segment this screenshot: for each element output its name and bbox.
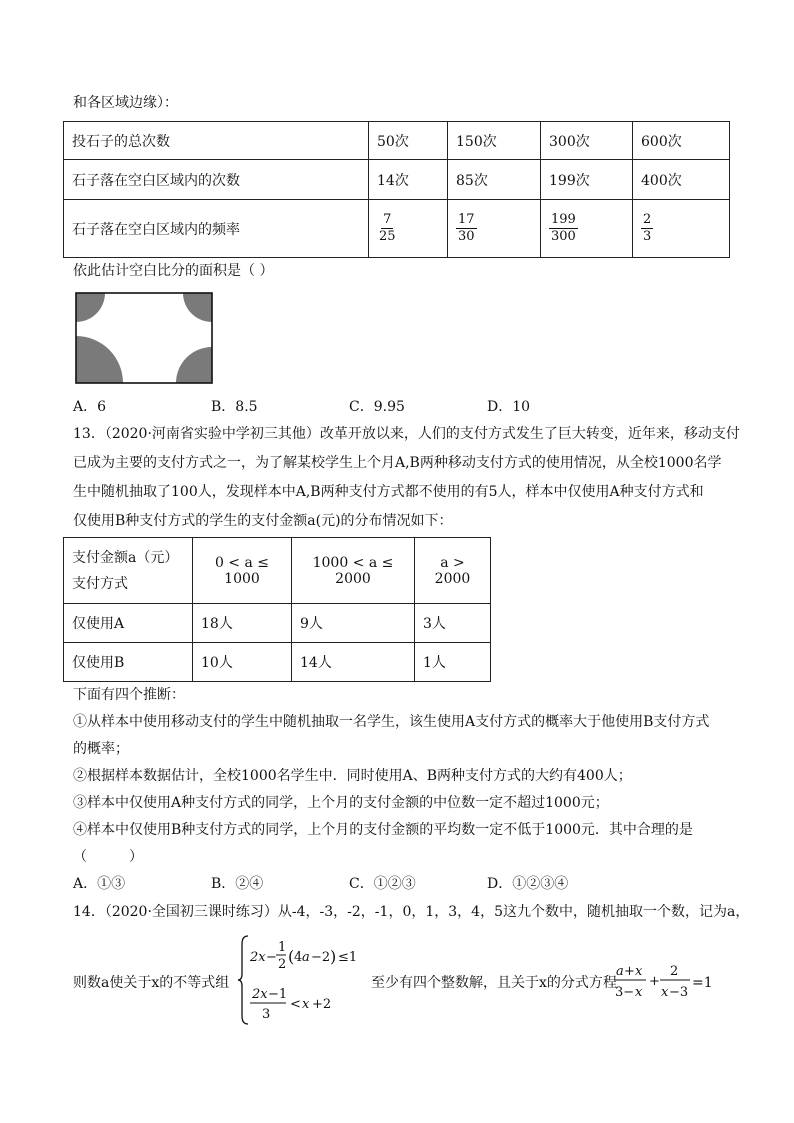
fraction-cell bbox=[541, 200, 633, 258]
svg-text:+: + bbox=[624, 964, 635, 979]
row-label: 石子落在空白区域内的频率 bbox=[64, 200, 369, 258]
q12-options bbox=[73, 398, 723, 416]
table-cell: 150次 bbox=[448, 122, 541, 160]
svg-text:): ) bbox=[330, 947, 337, 966]
column-header: a > 2000 bbox=[415, 538, 491, 604]
table-cell: 3人 bbox=[415, 604, 491, 643]
stone-throw-table bbox=[63, 121, 730, 258]
inference-1-cont: 的概率； bbox=[73, 741, 129, 757]
svg-text:+2: +2 bbox=[312, 997, 332, 1012]
option-d[interactable]: D．10 bbox=[487, 399, 531, 415]
column-header: 0 < a ≤ 1000 bbox=[193, 538, 292, 604]
svg-text:−2: −2 bbox=[311, 950, 331, 965]
table-row bbox=[64, 160, 730, 200]
svg-text:x: x bbox=[302, 997, 310, 1012]
q13-line-1: 13．（2020·河南省实验中学初三其他）改革开放以来，人们的支付方式发生了巨大转变，近年来，移动支付 bbox=[73, 426, 740, 442]
inference-1: ①从样本中使用移动支付的学生中随机抽取一名学生，该生使用A支付方式的概率大于他使用B支付方式 bbox=[73, 714, 710, 730]
header-bottom: 支付方式 bbox=[72, 575, 128, 592]
svg-text:−: − bbox=[266, 950, 277, 965]
svg-text:x: x bbox=[661, 985, 669, 1000]
inequality-system bbox=[238, 934, 368, 1026]
numerator: 2 bbox=[643, 212, 652, 227]
numerator: 7 bbox=[383, 212, 392, 227]
header-cell bbox=[64, 538, 193, 604]
svg-text:2: 2 bbox=[278, 957, 287, 972]
svg-text:x: x bbox=[635, 985, 643, 1000]
table-cell: 9人 bbox=[292, 604, 415, 643]
table-cell: 50次 bbox=[369, 122, 448, 160]
table-cell: 1人 bbox=[415, 643, 491, 682]
svg-text:1: 1 bbox=[278, 940, 287, 955]
fraction-cell bbox=[369, 200, 448, 258]
column-header: 1000 < a ≤ 2000 bbox=[292, 538, 415, 604]
answer-blank: （ ） bbox=[73, 849, 143, 865]
table-cell: 14人 bbox=[292, 643, 415, 682]
table-cell: 300次 bbox=[541, 122, 633, 160]
numerator: 199 bbox=[551, 212, 576, 227]
option-a[interactable]: A．①③ bbox=[73, 876, 126, 892]
inference-2: ②根据样本数据估计，全校1000名学生中．同时使用A、B两种支付方式的大约有400人； bbox=[73, 768, 632, 784]
inference-4: ④样本中仅使用B种支付方式的同学，上个月的支付金额的平均数一定不低于1000元．其中合理的是 bbox=[73, 822, 693, 838]
svg-text:a: a bbox=[616, 964, 624, 979]
option-c[interactable]: C．①②③ bbox=[349, 876, 416, 892]
equation-rhs: =1 bbox=[692, 975, 713, 991]
option-b[interactable]: B．8.5 bbox=[211, 399, 258, 415]
svg-text:2x: 2x bbox=[252, 987, 268, 1002]
svg-text:a: a bbox=[302, 950, 310, 965]
option-c[interactable]: C．9.95 bbox=[349, 399, 405, 415]
denominator: 25 bbox=[379, 229, 396, 244]
table-cell: 600次 bbox=[633, 122, 730, 160]
table-cell: 400次 bbox=[633, 160, 730, 200]
svg-text:3: 3 bbox=[262, 1007, 271, 1022]
table-cell: 14次 bbox=[369, 160, 448, 200]
svg-text:−3: −3 bbox=[669, 985, 689, 1000]
svg-text:2: 2 bbox=[670, 964, 679, 979]
option-b[interactable]: B．②④ bbox=[211, 876, 264, 892]
quarter-circle-bottom-right bbox=[176, 347, 213, 384]
quarter-circle-bottom-left bbox=[75, 336, 123, 384]
denominator: 30 bbox=[458, 229, 475, 244]
table-cell: 199次 bbox=[541, 160, 633, 200]
q13-line-3: 生中随机抽取了100人，发现样本中A,B两种支付方式都不使用的有5人，样本中仅使用A种支付方式和 bbox=[73, 484, 704, 500]
svg-text:3−: 3− bbox=[615, 985, 635, 1000]
svg-text:4: 4 bbox=[294, 950, 303, 965]
table-cell: 18人 bbox=[193, 604, 292, 643]
q14-line-2-prefix: 则数a使关于x的不等式组 bbox=[73, 975, 230, 991]
denominator: 3 bbox=[643, 229, 652, 244]
quarter-circle-top-left bbox=[75, 292, 105, 322]
table-row bbox=[64, 200, 730, 258]
table-row bbox=[64, 604, 491, 643]
table-cell: 85次 bbox=[448, 160, 541, 200]
option-a[interactable]: A．6 bbox=[73, 399, 107, 415]
fraction-cell bbox=[448, 200, 541, 258]
header-top: 支付金额a（元） bbox=[72, 549, 179, 566]
quarter-circle-top-right bbox=[183, 292, 213, 322]
svg-text:−1: −1 bbox=[268, 987, 288, 1002]
q12-question: 依此估计空白比分的面积是（ ） bbox=[73, 263, 274, 279]
table-row bbox=[64, 538, 491, 604]
row-label: 石子落在空白区域内的次数 bbox=[64, 160, 369, 200]
intro-line: 和各区域边缘）： bbox=[73, 95, 178, 111]
row-label: 仅使用B bbox=[64, 643, 193, 682]
q14-line-2-middle: 至少有四个整数解，且关于x的分式方程 bbox=[371, 975, 617, 991]
row-label: 投石子的总次数 bbox=[64, 122, 369, 160]
option-d[interactable]: D．①②③④ bbox=[487, 876, 569, 892]
svg-text:≤1: ≤1 bbox=[338, 950, 358, 965]
svg-text:(: ( bbox=[288, 947, 295, 966]
table-cell: 10人 bbox=[193, 643, 292, 682]
svg-text:x: x bbox=[635, 964, 643, 979]
q13-line-2: 已成为主要的支付方式之一，为了解某校学生上个月A,B两种移动支付方式的使用情况，从全校1000名学 bbox=[73, 455, 722, 471]
denominator: 300 bbox=[551, 229, 576, 244]
fraction-cell bbox=[633, 200, 730, 258]
inference-3: ③样本中仅使用A种支付方式的同学，上个月的支付金额的中位数一定不超过1000元； bbox=[73, 795, 609, 811]
rectangle-quarter-circles-figure bbox=[75, 292, 213, 384]
q14-line-1: 14．（2020·全国初三课时练习）从-4，-3，-2，-1，0，1，3，4，5这九个数中，随机抽取一个数，记为a， bbox=[73, 904, 750, 920]
svg-text:+: + bbox=[649, 974, 660, 989]
numerator: 17 bbox=[458, 212, 475, 227]
svg-text:2x: 2x bbox=[250, 950, 266, 965]
payment-table bbox=[63, 537, 491, 682]
table-row bbox=[64, 122, 730, 160]
inferences-intro: 下面有四个推断： bbox=[73, 687, 185, 703]
row-label: 仅使用A bbox=[64, 604, 193, 643]
svg-text:<: < bbox=[290, 997, 301, 1012]
q13-line-4: 仅使用B种支付方式的学生的支付金额a(元)的分布情况如下： bbox=[73, 513, 453, 529]
table-row bbox=[64, 643, 491, 682]
q13-options bbox=[73, 875, 723, 893]
